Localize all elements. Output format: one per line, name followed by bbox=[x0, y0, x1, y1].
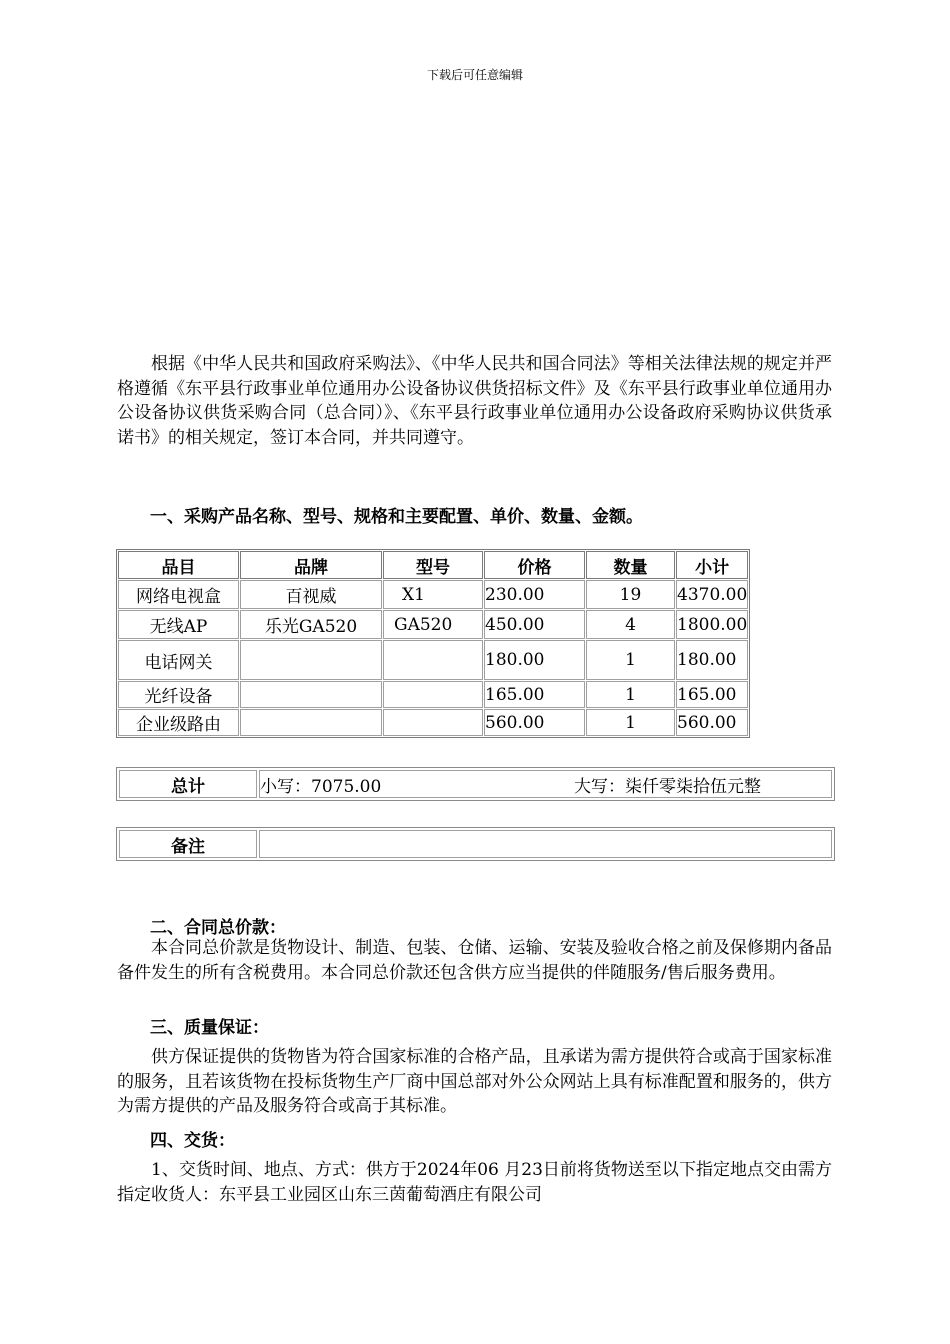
cell-subtotal: 180.00 bbox=[676, 640, 748, 680]
cell-item: 无线AP bbox=[118, 610, 239, 639]
cell-qty: 1 bbox=[586, 640, 675, 680]
cell-model: X1 bbox=[383, 580, 483, 609]
section3-body: 供方保证提供的货物皆为符合国家标准的合格产品，且承诺为需方提供符合或高于国家标准的服务，且若该货物在投标货物生产厂商中国总部对外公众网站上具有标准配置和服务的，供方为需方提供的产品及服务符合或高于其标准。 bbox=[117, 1047, 832, 1116]
cell-brand bbox=[240, 681, 382, 708]
total-label: 总计 bbox=[119, 770, 257, 798]
section4-heading: 四、交货： bbox=[150, 1131, 235, 1151]
section4-body: 1、交货时间、地点、方式：供方于2024年06 月23日前将货物送至以下指定地点交由需方指定收货人：东平县工业园区山东三茵葡萄酒庄有限公司 bbox=[117, 1160, 832, 1205]
cell-brand bbox=[240, 640, 382, 680]
table-header-row bbox=[118, 551, 748, 579]
remarks-value bbox=[259, 830, 832, 858]
cell-subtotal: 4370.00 bbox=[676, 580, 748, 609]
intro-paragraph: 根据《中华人民共和国政府采购法》、《中华人民共和国合同法》等相关法律法规的规定并严格遵循《东平县行政事业单位通用办公设备协议供货招标文件》及《东平县行政事业单位通用办公设备协议供货采购合同（总合同）》、《东平县行政事业单位通用办公设备政府采购协议供货承诺书》的相关规定，签订本合同，并共同遵守。 bbox=[117, 354, 832, 448]
cell-subtotal: 165.00 bbox=[676, 681, 748, 708]
table-row bbox=[118, 709, 748, 736]
header-subtotal: 小计 bbox=[676, 551, 748, 579]
cell-brand: 乐光GA520 bbox=[240, 610, 382, 639]
total-table bbox=[116, 767, 835, 801]
cell-price: 230.00 bbox=[484, 580, 585, 609]
cell-price: 450.00 bbox=[484, 610, 585, 639]
cell-item: 网络电视盒 bbox=[118, 580, 239, 609]
cell-model bbox=[383, 681, 483, 708]
cell-brand: 百视威 bbox=[240, 580, 382, 609]
cell-item: 电话网关 bbox=[118, 640, 239, 680]
header-price: 价格 bbox=[484, 551, 585, 579]
table-row bbox=[118, 580, 748, 609]
table-row bbox=[118, 681, 748, 708]
header-qty: 数量 bbox=[586, 551, 675, 579]
section1-heading: 一、采购产品名称、型号、规格和主要配置、单价、数量、金额。 bbox=[150, 507, 643, 527]
cell-item: 光纤设备 bbox=[118, 681, 239, 708]
cell-qty: 1 bbox=[586, 681, 675, 708]
table-row bbox=[118, 640, 748, 680]
header-model: 型号 bbox=[383, 551, 483, 579]
header-item: 品目 bbox=[118, 551, 239, 579]
cell-model: GA520 bbox=[383, 610, 483, 639]
goods-table bbox=[116, 549, 750, 738]
remarks-table bbox=[116, 827, 835, 861]
section3-heading: 三、质量保证： bbox=[150, 1018, 269, 1038]
remarks-label: 备注 bbox=[119, 830, 257, 858]
cell-qty: 4 bbox=[586, 610, 675, 639]
cell-model bbox=[383, 640, 483, 680]
section2-heading: 二、合同总价款： bbox=[150, 918, 286, 938]
section2-body: 本合同总价款是货物设计、制造、包装、仓储、运输、安装及验收合格之前及保修期内备品备件发生的所有含税费用。本合同总价款还包含供方应当提供的伴随服务/售后服务费用。 bbox=[117, 938, 832, 983]
cell-price: 180.00 bbox=[484, 640, 585, 680]
cell-subtotal: 560.00 bbox=[676, 709, 748, 736]
cell-price: 560.00 bbox=[484, 709, 585, 736]
cell-brand bbox=[240, 709, 382, 736]
cell-price: 165.00 bbox=[484, 681, 585, 708]
total-big: 大写：柒仟零柒拾伍元整 bbox=[574, 776, 761, 797]
cell-subtotal: 1800.00 bbox=[676, 610, 748, 639]
page-header: 下载后可任意编辑 bbox=[426, 68, 523, 82]
cell-qty: 1 bbox=[586, 709, 675, 736]
total-value bbox=[259, 770, 832, 798]
header-brand: 品牌 bbox=[240, 551, 382, 579]
table-row bbox=[118, 610, 748, 639]
cell-qty: 19 bbox=[586, 580, 675, 609]
cell-item: 企业级路由 bbox=[118, 709, 239, 736]
cell-model bbox=[383, 709, 483, 736]
total-small: 小写：7075.00 bbox=[260, 776, 382, 797]
